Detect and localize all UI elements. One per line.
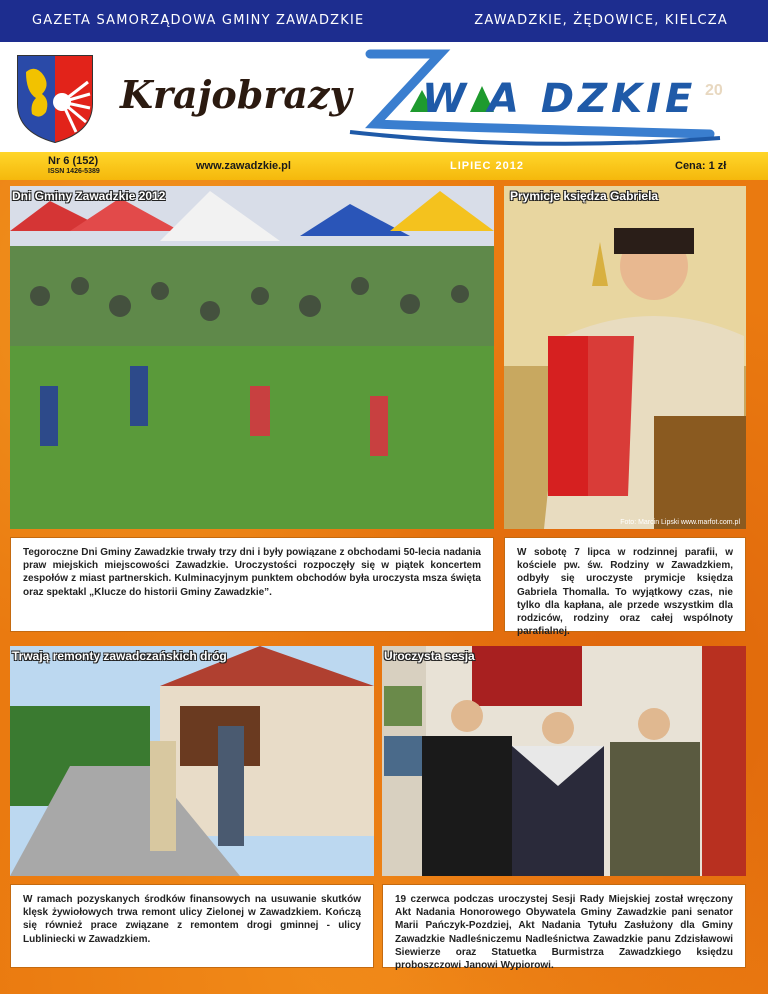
- issue-month: LIPIEC 2012: [450, 160, 524, 172]
- article-text: Tegoroczne Dni Gminy Zawadzkie trwały trzy dni i były powiązane z obchodami 50-lecia nadania praw miejskich miejscowości Zawadzkie. Uroczystości rozpoczęły się w piątek koncertem zespołów z miast partnerskich. Kulminacyjnym punktem obchodów była uroczysta msza święta oraz spektakl „Klucze do historii Gminy Zawadzkie”.: [10, 537, 494, 632]
- festival-image: [10, 186, 494, 529]
- top-banner: [0, 0, 768, 42]
- title-krajobrazy: Krajobrazy: [120, 72, 352, 117]
- article-text: 19 czerwca podczas uroczystej Sesji Rady Miejskiej został wręczony Akt Nadania Honorowego Obywatela Gminy Zawadzkie pani senator Marii Pańczyk-Pozdziej, Akt Nadania Tytułu Zasłużony dla Gminy Zawadzkie Nadleśniczemu Nadleśnictwa Zawadzkie panu Zdzisławowi Siewierze oraz Statuetka Burmistrza Zawadzkiego księdzu proboszczowi Janowi Wypiorowi.: [382, 884, 746, 968]
- coat-of-arms-icon: [14, 52, 96, 144]
- issn: ISSN 1426-5389: [48, 168, 100, 175]
- priest-photo: [504, 186, 746, 529]
- issue-number: Nr 6 (152): [48, 155, 99, 167]
- priest-image: [504, 186, 746, 529]
- gazette-subtitle: GAZETA SAMORZĄDOWA GMINY ZAWADZKIE: [32, 13, 365, 28]
- article-heading: Prymicje księdza Gabriela: [510, 189, 659, 203]
- festival-photo: [10, 186, 494, 529]
- article-heading: Uroczysta sesja: [384, 649, 475, 663]
- article-text: W sobotę 7 lipca w rodzinnej parafii, w kościele pw. św. Rodziny w Zawadzkiem, odbyły się uroczyste prymicje księdza Gabriela Thomalla. To wyjątkowy czas, nie tylko dla kapłana, ale przede wszystkim dla rodziców, rodziny oraz całej wspólnoty parafialnej.: [504, 537, 746, 632]
- svg-text:W A DZKIE: W A DZKIE: [422, 76, 697, 122]
- price: Cena: 1 zł: [675, 160, 727, 172]
- road-image: [10, 646, 374, 876]
- masthead: [0, 42, 768, 152]
- article-heading: Trwają remonty zawadczańskich dróg: [12, 649, 227, 663]
- zawadzkie-logo: [330, 42, 730, 150]
- localities-list: ZAWADZKIE, ŻĘDOWICE, KIELCZA: [474, 13, 728, 28]
- article-text: W ramach pozyskanych środków finansowych na usuwanie skutków klęsk żywiołowych trwa remont ulicy Zielonej w Zawadzkiem. Kończą się również prace związane z remontem drogi gminnej - ulicy Lubliniecki w Zawadzkiem.: [10, 884, 374, 968]
- article-heading: Dni Gminy Zawadzkie 2012: [12, 189, 166, 203]
- road-photo: [10, 646, 374, 876]
- logo-anniversary: 20: [705, 82, 723, 99]
- issue-bar: [0, 152, 768, 180]
- photo-credit: Foto: Marcin Lipski www.marfot.com.pl: [620, 519, 740, 526]
- session-photo: [382, 646, 746, 876]
- session-image: [382, 646, 746, 876]
- website-link[interactable]: www.zawadzkie.pl: [196, 160, 291, 172]
